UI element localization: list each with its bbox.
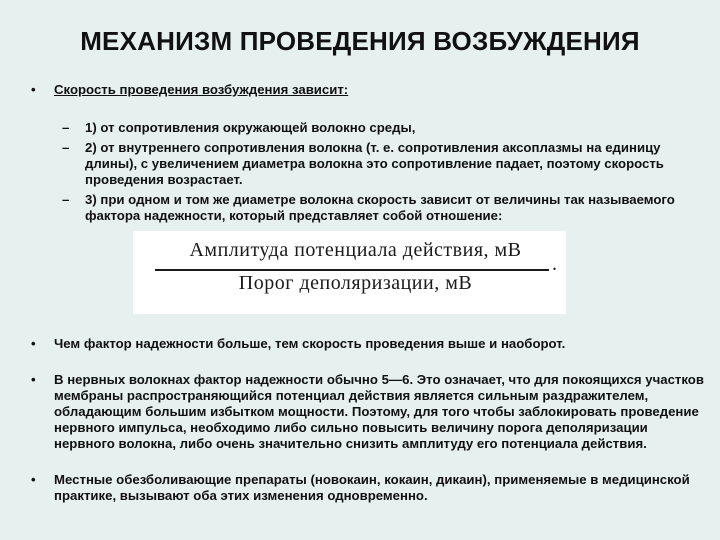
bullet-dot: • <box>31 472 36 487</box>
bullet-dot: • <box>31 336 36 351</box>
slide-content-lower <box>30 336 706 504</box>
point-text: Чем фактор надежности больше, тем скорость проведения выше и наоборот. <box>54 336 566 351</box>
dash-marker: – <box>62 192 70 207</box>
factor-text: 3) при одном и том же диаметре волокна скорость зависит от величины так называемого фактора надежности, который представляет собой отношение: <box>85 192 675 223</box>
factor-item <box>30 192 706 224</box>
slide-content <box>30 78 706 224</box>
bullet-point <box>30 336 706 352</box>
intro-text: Скорость проведения возбуждения зависит: <box>54 82 349 97</box>
formula-image <box>133 231 566 314</box>
point-text: Местные обезболивающие препараты (новокаин, кокаин, дикаин), применяемые в медицинской практике, вызывают оба этих изменения одновременно. <box>54 472 690 503</box>
formula-end: . <box>552 253 557 275</box>
slide-title: МЕХАНИЗМ ПРОВЕДЕНИЯ ВОЗБУЖДЕНИЯ <box>80 26 640 56</box>
formula-numerator: Амплитуда потенциала действия, мВ <box>189 239 522 261</box>
bullet-intro <box>30 82 706 98</box>
factor-text: 2) от внутреннего сопротивления волокна (т. е. сопротивления аксоплазмы на единицу длины), с увеличением диаметра волокна это сопротивление падает, поэтому скорость проведения возрастает. <box>85 140 664 187</box>
bullet-dot: • <box>31 82 36 97</box>
factor-item <box>30 140 706 188</box>
bullet-point <box>30 472 706 504</box>
factor-item <box>30 120 706 136</box>
fraction-bar <box>155 269 549 271</box>
bullet-dot: • <box>31 372 36 387</box>
point-text: В нервных волокнах фактор надежности обычно 5—6. Это означает, что для покоящихся участков мембраны распространяющийся потенциал действия является сильным раздражителем, обладающим большим избытком мощности. Поэтому, для того чтобы заблокировать проведение нервного импульса, необходимо либо сильно повысить величину порога деполяризации нервного волокна, либо очень значительно снизить амплитуду его потенциала действия. <box>54 372 704 451</box>
dash-marker: – <box>62 120 70 135</box>
formula-denominator: Порог деполяризации, мВ <box>238 272 473 294</box>
factor-text: 1) от сопротивления окружающей волокно среды, <box>85 120 416 135</box>
bullet-point <box>30 372 706 452</box>
dash-marker: – <box>62 140 70 155</box>
